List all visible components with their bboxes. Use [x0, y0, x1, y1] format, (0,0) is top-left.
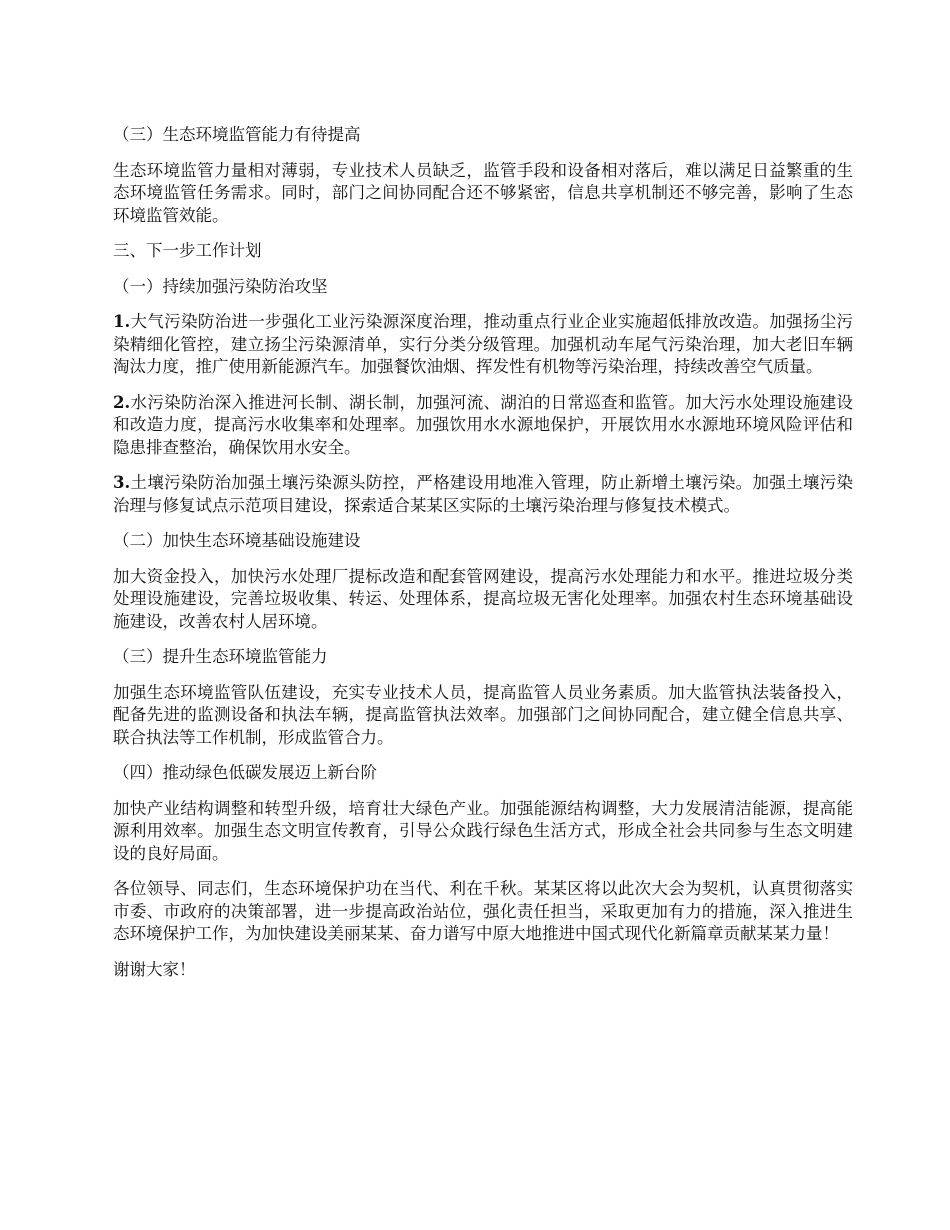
paragraph-supervision: 加强生态环境监管队伍建设，充实专业技术人员，提高监管人员业务素质。加大监管执法装备投入，配备先进的监测设备和执法车辆，提高监管执法效率。加强部门之间协同配合，建立健全信息共享、联合执法等工作机制，形成监管合力。	[113, 682, 853, 747]
paragraph-infrastructure: 加大资金投入，加快污水处理厂提标改造和配套管网建设，提高污水处理能力和水平。推进垃圾分类处理设施建设，完善垃圾收集、转运、处理体系，提高垃圾无害化处理率。加强农村生态环境基础设施建设，改善农村人居环境。	[113, 566, 853, 631]
section-heading-next-steps: 三、下一步工作计划	[113, 241, 262, 260]
subsection-heading-green-development: （四）推动绿色低碳发展迈上新台阶	[113, 763, 377, 782]
subsection-heading-pollution-control: （一）持续加强污染防治攻坚	[113, 276, 328, 296]
paragraph-thanks: 谢谢大家！	[113, 959, 196, 979]
item-number: 2.	[113, 392, 131, 412]
item-number: 1.	[113, 312, 131, 331]
paragraph-green-development: 加快产业结构调整和转型升级，培育壮大绿色产业。加强能源结构调整，大力发展清洁能源，提高能源利用效率。加强生态文明宣传教育，引导公众践行绿色生活方式，形成全社会共同参与生态文明建设的良好局面。	[113, 798, 853, 863]
item-text: 水污染防治深入推进河长制、湖长制，加强河流、湖泊的日常巡查和监管。加大污水处理设施建设和改造力度，提高污水收集率和处理率。加强饮用水水源地保护，开展饮用水水源地环境风险评估和隐患排查整治，确保饮用水安全。	[113, 392, 853, 457]
numbered-item-air-pollution	[113, 311, 853, 379]
paragraph-closing-remarks: 各位领导、同志们，生态环境保护功在当代、利在千秋。某某区将以此次大会为契机，认真贯彻落实市委、市政府的决策部署，进一步提高政治站位，强化责任担当，采取更加有力的措施，深入推进生态环境保护工作，为加快建设美丽某某、奋力谱写中原大地推进中国式现代化新篇章贡献某某力量！	[113, 879, 853, 943]
numbered-item-soil-pollution	[113, 472, 853, 517]
item-text: 土壤污染防治加强土壤污染源头防控，严格建设用地准入管理，防止新增土壤污染。加强土壤污染治理与修复试点示范项目建设，探索适合某某区实际的土壤污染治理与修复技术模式。	[113, 473, 853, 515]
paragraph-supervision-weakness: 生态环境监管力量相对薄弱，专业技术人员缺乏，监管手段和设备相对落后，难以满足日益繁重的生态环境监管任务需求。同时，部门之间协同配合还不够紧密，信息共享机制还不够完善，影响了生态环境监管效能。	[113, 160, 853, 225]
item-text: 大气污染防治进一步强化工业污染源深度治理，推动重点行业企业实施超低排放改造。加强扬尘污染精细化管控，建立扬尘污染源清单，实行分类分级管理。加强机动车尾气污染治理，加大老旧车辆淘汰力度，推广使用新能源汽车。加强餐饮油烟、挥发性有机物等污染治理，持续改善空气质量。	[113, 312, 853, 376]
item-number: 3.	[113, 473, 131, 492]
subsection-heading-supervision: （三）提升生态环境监管能力	[113, 647, 328, 666]
numbered-item-water-pollution	[113, 392, 853, 460]
document-page	[113, 124, 853, 994]
subsection-heading-infrastructure: （二）加快生态环境基础设施建设	[113, 531, 361, 550]
section-heading-supervision-capacity: （三）生态环境监管能力有待提高	[113, 125, 361, 144]
